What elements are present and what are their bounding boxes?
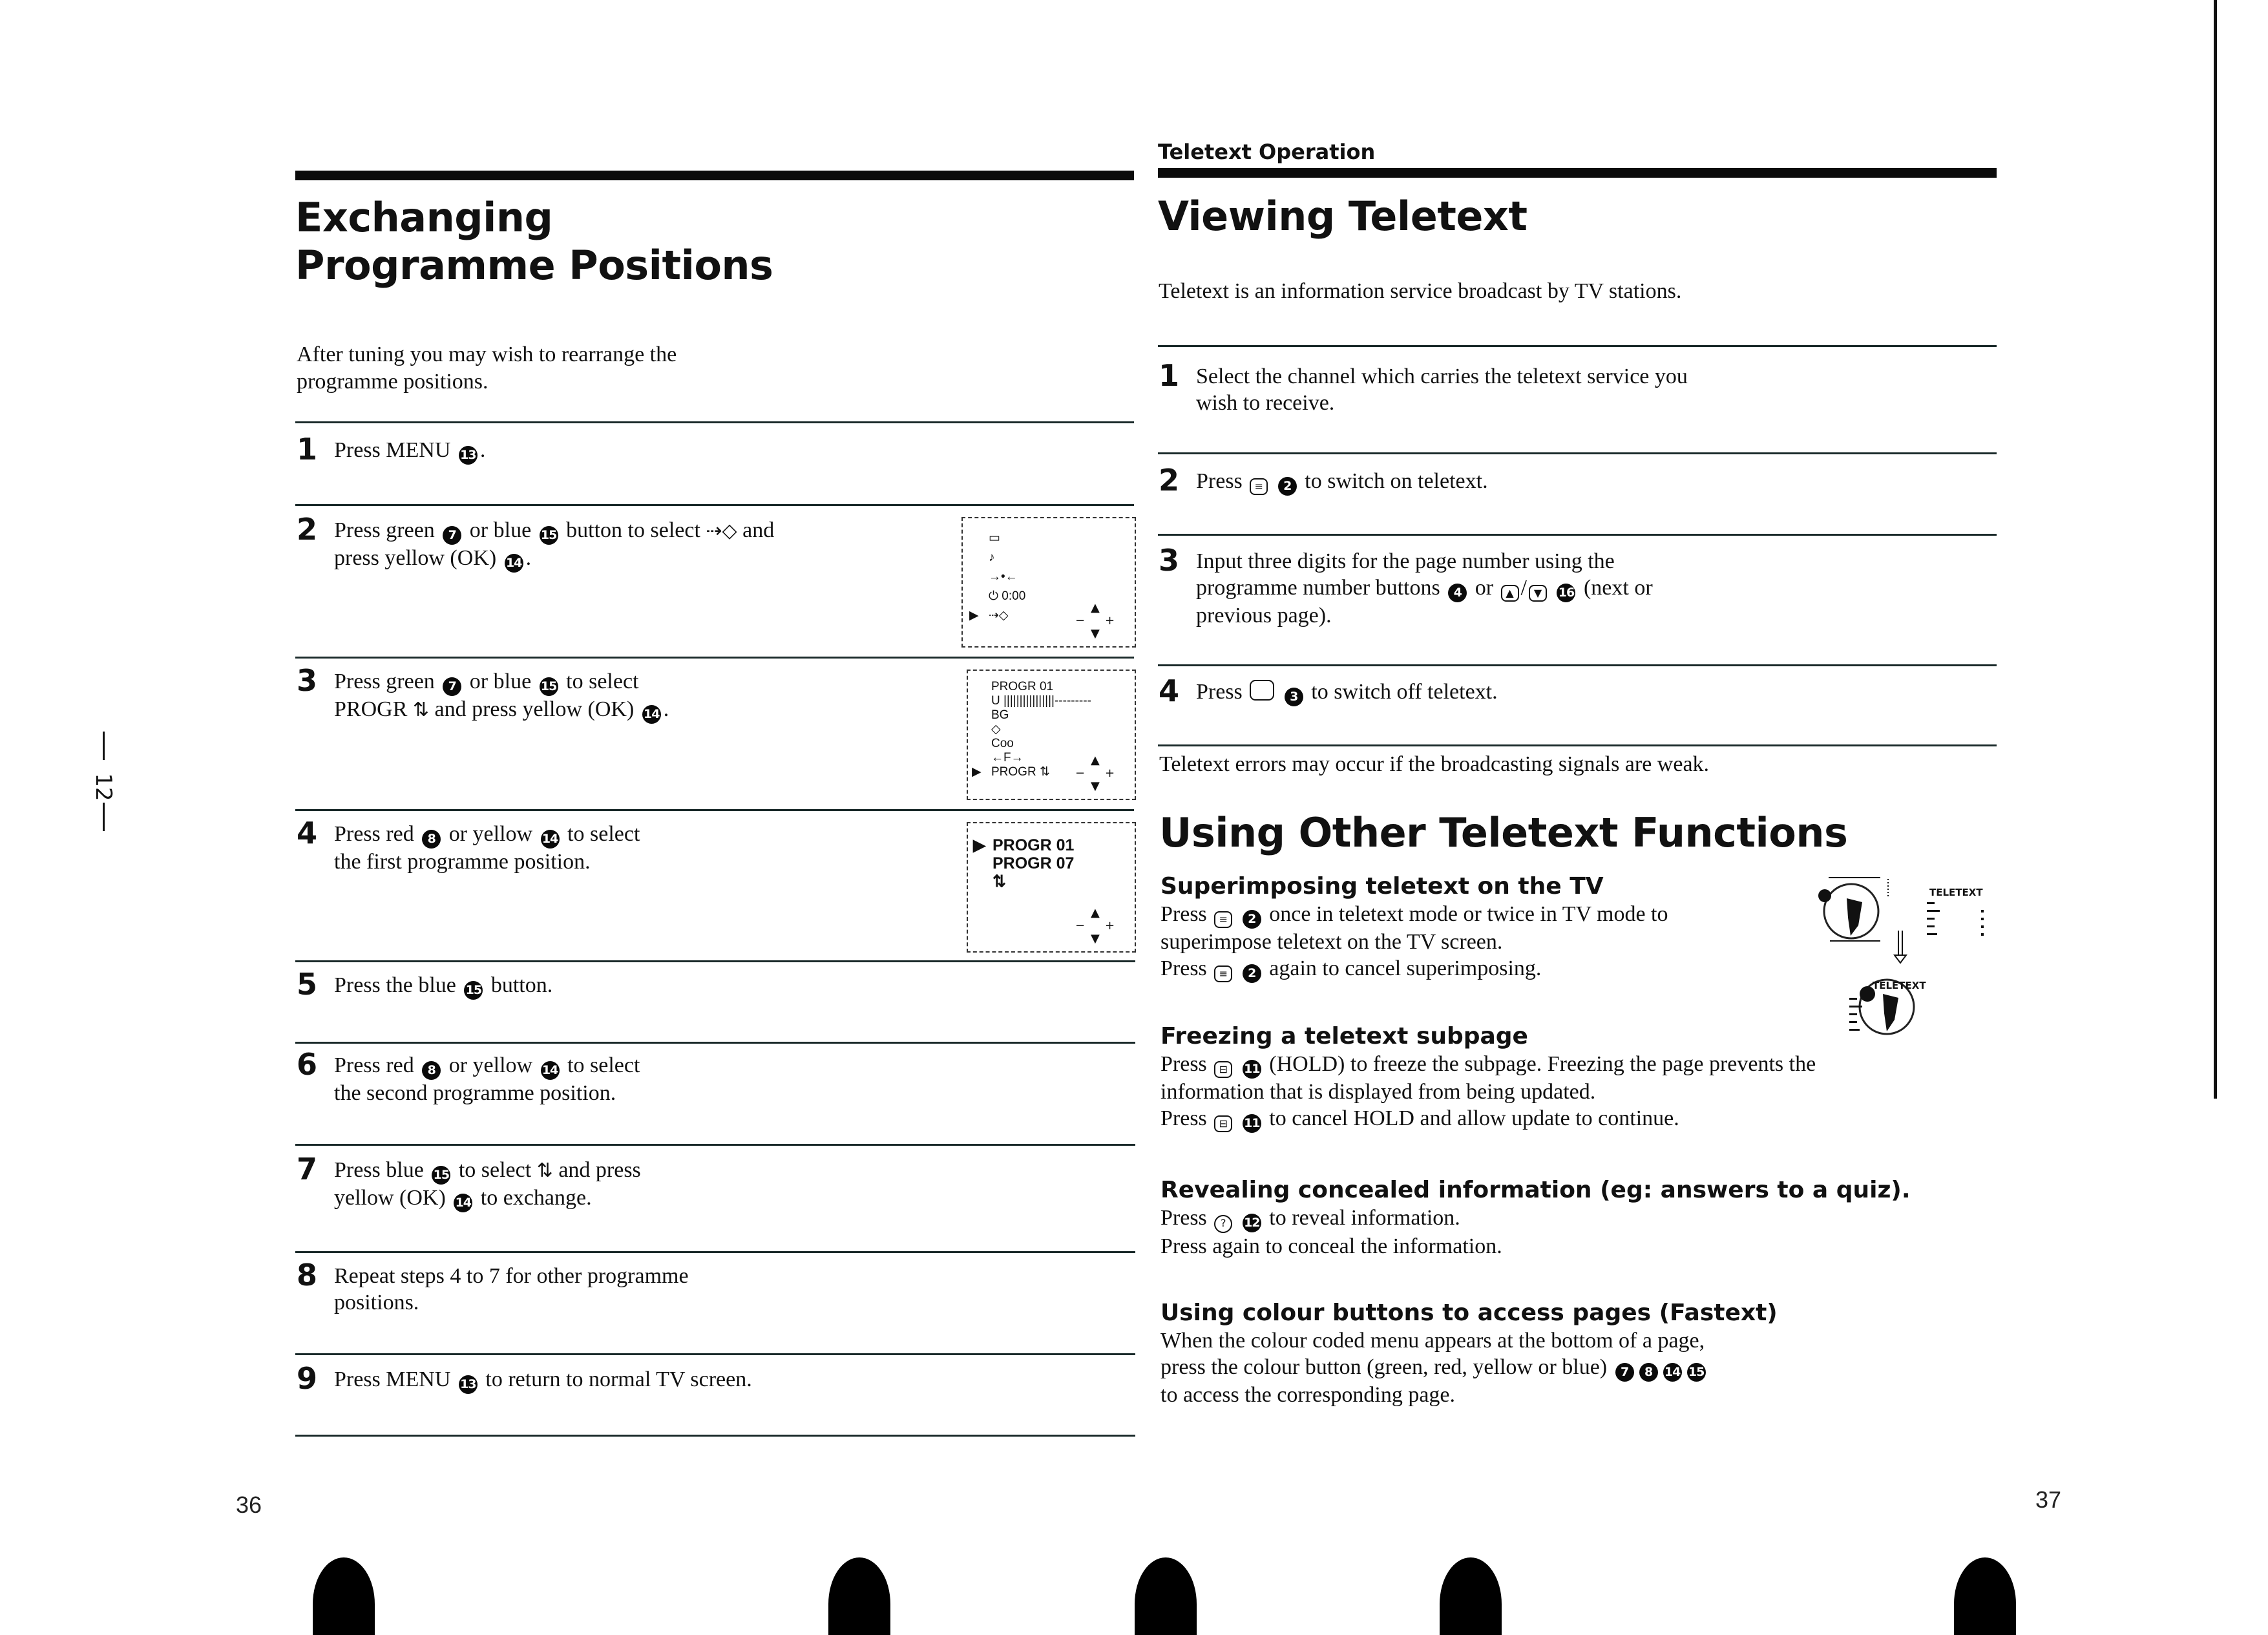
step-number: 7 <box>297 1152 318 1187</box>
step-text <box>334 1366 752 1394</box>
function-section <box>1160 1022 1816 1133</box>
step-number: 5 <box>297 967 318 1002</box>
text-line: Press ≡ 2 again to cancel superimposing. <box>1160 955 1668 983</box>
text-line: Press blue 15 to select ⇅ and press <box>334 1157 641 1185</box>
remote-button-ref-icon: 11 <box>1243 1060 1261 1079</box>
osd-menu-row: ←F→ <box>991 751 1024 765</box>
remote-button-ref-icon: 16 <box>1557 584 1575 602</box>
menu-symbol-icon: ⇅ <box>536 1159 553 1182</box>
text-line: press the colour button (green, red, yellow or blue) 7 8 14 15 <box>1160 1354 1778 1382</box>
function-section <box>1160 872 1668 983</box>
remote-button-ref-icon: 2 <box>1243 910 1261 929</box>
remote-key-icon: ≡ <box>1214 965 1232 982</box>
osd-cursor-icon: ▶ <box>973 836 986 854</box>
function-section <box>1160 1299 1778 1408</box>
osd-navigation-pad-icon <box>1075 907 1114 946</box>
tv-key-icon <box>1250 680 1274 701</box>
remote-button-ref-icon: 15 <box>540 526 558 545</box>
text-line: positions. <box>334 1291 419 1314</box>
text-line: Press ? 12 to reveal information. <box>1160 1205 1911 1233</box>
pad-down-icon: ▼ <box>1091 779 1100 793</box>
left-step-divider <box>295 1435 1135 1437</box>
remote-button-ref-icon: 7 <box>443 526 461 545</box>
pad-up-icon: ▲ <box>1091 906 1100 920</box>
binding-hole-4 <box>1440 1557 1502 1635</box>
text-line: Press the blue 15 button. <box>334 972 552 1000</box>
text-line: previous page). <box>1196 604 1332 628</box>
osd-navigation-pad-icon <box>1075 755 1114 794</box>
left-page-title <box>295 194 773 290</box>
remote-button-ref-icon: 14 <box>1663 1363 1682 1382</box>
step-text <box>1196 468 1488 496</box>
side-tab-label: 12 <box>90 773 116 801</box>
step-text <box>334 821 640 875</box>
pad-minus-icon: − <box>1075 919 1086 933</box>
text-line: Press MENU 13 to return to normal TV screen. <box>334 1366 752 1394</box>
functions-title: Using Other Teletext Functions <box>1159 809 1848 856</box>
step-number: 1 <box>1159 358 1180 393</box>
left-intro <box>297 341 677 396</box>
step-text <box>1196 679 1498 706</box>
text-line: When the colour coded menu appears at the bottom of a page, <box>1160 1329 1705 1353</box>
pad-up-icon: ▲ <box>1091 754 1100 767</box>
text-line: Press ≡ 2 once in teletext mode or twice in TV mode to <box>1160 901 1668 929</box>
step-number: 8 <box>297 1258 318 1292</box>
function-heading: Revealing concealed information (eg: answers to a quiz). <box>1160 1177 1911 1203</box>
left-step-divider <box>295 809 1134 811</box>
osd-menu-row: →•← <box>989 570 1018 584</box>
right-title-rule <box>1158 168 1997 178</box>
text-line: to access the corresponding page. <box>1160 1383 1455 1407</box>
right-step-divider <box>1158 534 1997 536</box>
osd-navigation-pad-icon <box>1075 602 1114 641</box>
text-line: Press ⊟ 11 to cancel HOLD and allow update to continue. <box>1160 1105 1816 1133</box>
pad-down-icon: ▼ <box>1091 627 1100 640</box>
text-line: Press ⊟ 11 (HOLD) to freeze the subpage. Freezing the page prevents the <box>1160 1051 1816 1079</box>
left-step-divider <box>295 1144 1135 1146</box>
text-line: press yellow (OK) 14 . <box>334 545 774 573</box>
pad-down-icon: ▼ <box>1091 932 1100 945</box>
text-line: Press green 7 or blue 15 to select <box>334 668 669 696</box>
left-step-divider <box>295 504 1134 506</box>
osd-menu-row: ◇ <box>991 723 1001 736</box>
illustration-label-top: TELETEXT <box>1929 887 1983 898</box>
remote-button-ref-icon: 15 <box>432 1166 450 1185</box>
binding-hole-5 <box>1954 1557 2016 1635</box>
step-number: 4 <box>297 816 318 850</box>
remote-button-ref-icon: 14 <box>541 830 560 849</box>
left-step-divider <box>295 1353 1135 1355</box>
teletext-note: Teletext errors may occur if the broadcasting signals are weak. <box>1159 752 1710 776</box>
remote-key-icon: ▼ <box>1529 585 1547 602</box>
osd-cursor-icon: ▶ <box>969 609 979 622</box>
pad-minus-icon: − <box>1075 766 1086 780</box>
text-line: Select the channel which carries the teletext service you <box>1196 364 1688 388</box>
step-text <box>334 437 485 465</box>
function-heading: Freezing a teletext subpage <box>1160 1023 1528 1050</box>
remote-key-icon: ? <box>1214 1215 1232 1233</box>
text-line: PROGR ⇅ and press yellow (OK) 14 . <box>334 696 669 724</box>
menu-symbol-icon: ⇢◇ <box>706 520 737 542</box>
remote-button-ref-icon: 14 <box>642 705 661 724</box>
osd-cursor-icon: ▶ <box>972 765 982 779</box>
text-line: Repeat steps 4 to 7 for other programme <box>334 1264 689 1288</box>
step-text <box>334 668 669 724</box>
remote-button-ref-icon: 2 <box>1278 477 1297 496</box>
remote-button-ref-icon: 8 <box>422 1061 441 1080</box>
text-line: Press MENU 13 . <box>334 437 485 465</box>
left-title-rule <box>295 171 1134 180</box>
right-step-divider <box>1158 345 1997 347</box>
step-number: 3 <box>1159 543 1180 578</box>
osd-menu-row: ⇢◇ <box>989 609 1009 622</box>
remote-key-icon: ≡ <box>1250 478 1268 495</box>
text-line: Press ≡ 2 to switch on teletext. <box>1196 468 1488 496</box>
osd-menu-row: ▭ <box>989 531 1000 545</box>
remote-button-ref-icon: 14 <box>454 1194 472 1212</box>
binding-hole-1 <box>313 1557 375 1635</box>
remote-button-ref-icon: 2 <box>1243 964 1261 983</box>
osd-menu-row: Coo <box>991 737 1014 750</box>
step-number: 3 <box>297 663 318 698</box>
left-title-line2: Programme Positions <box>295 242 773 289</box>
text-line: the first programme position. <box>334 850 591 874</box>
remote-button-ref-icon: 3 <box>1285 688 1303 706</box>
page-edge-line <box>2214 0 2217 1099</box>
illustration-label-bottom: TELETEXT <box>1873 980 1926 991</box>
remote-button-ref-icon: 12 <box>1243 1214 1261 1232</box>
function-section <box>1160 1176 1911 1260</box>
remote-button-ref-icon: 7 <box>1615 1363 1634 1382</box>
left-step-divider <box>295 1251 1135 1253</box>
function-body <box>1160 1051 1816 1133</box>
pad-plus-icon: + <box>1105 919 1115 933</box>
text-line: information that is displayed from being updated. <box>1160 1080 1596 1104</box>
remote-button-ref-icon: 8 <box>1639 1363 1658 1382</box>
right-step-divider <box>1158 452 1997 454</box>
step-number: 2 <box>297 512 318 547</box>
step-text <box>1196 548 1653 629</box>
pad-minus-icon: − <box>1075 614 1086 628</box>
right-intro: Teletext is an information service broadcast by TV stations. <box>1159 279 1682 303</box>
side-tab-marker <box>90 724 116 840</box>
osd-screen-menu <box>961 517 1136 648</box>
left-step-divider <box>295 960 1135 962</box>
remote-button-ref-icon: 15 <box>540 677 558 696</box>
osd-screen-preset <box>967 670 1136 800</box>
left-title-line1: Exchanging <box>295 194 553 241</box>
binding-hole-2 <box>828 1557 890 1635</box>
text-line: programme number buttons 4 or ▲ / ▼ 16 (next or <box>1196 575 1653 602</box>
osd-screen-exchange <box>967 822 1136 953</box>
step-text <box>334 1157 641 1212</box>
step-text <box>334 1052 640 1106</box>
text-line: wish to receive. <box>1196 391 1335 415</box>
osd-menu-row: PROGR 07 <box>992 854 1075 872</box>
pad-plus-icon: + <box>1105 766 1115 780</box>
step-text <box>1196 363 1688 416</box>
left-step-divider <box>295 421 1134 423</box>
remote-button-ref-icon: 15 <box>1687 1363 1706 1382</box>
text-line: the second programme position. <box>334 1081 616 1105</box>
section-label: Teletext Operation <box>1158 140 1376 164</box>
right-step-divider <box>1158 664 1997 666</box>
left-step-divider <box>295 657 1134 659</box>
remote-button-ref-icon: 14 <box>505 554 523 573</box>
pad-plus-icon: + <box>1105 614 1115 628</box>
step-text <box>334 1263 689 1316</box>
text-line: Press again to conceal the information. <box>1160 1234 1502 1258</box>
step-text <box>334 517 774 573</box>
binding-hole-3 <box>1135 1557 1197 1635</box>
remote-button-ref-icon: 13 <box>459 446 478 465</box>
function-heading: Using colour buttons to access pages (Fastext) <box>1160 1300 1778 1326</box>
left-intro-line2: programme positions. <box>297 370 488 394</box>
text-line: Press red 8 or yellow 14 to select <box>334 821 640 849</box>
text-line: Input three digits for the page number using the <box>1196 549 1615 573</box>
step-number: 9 <box>297 1361 318 1396</box>
remote-button-ref-icon: 11 <box>1243 1114 1261 1133</box>
text-line: superimpose teletext on the TV screen. <box>1160 930 1503 954</box>
side-tab-rule-top <box>103 732 105 760</box>
remote-key-icon: ▲ <box>1501 585 1519 602</box>
text-line: Press green 7 or blue 15 button to select ⇢◇ and <box>334 517 774 545</box>
osd-menu-row: PROGR 01 <box>991 680 1054 693</box>
remote-key-icon: ⊟ <box>1214 1061 1232 1078</box>
function-body <box>1160 1205 1911 1260</box>
osd-menu-row: ⇅ <box>992 872 1006 891</box>
osd-menu-row: ♪ <box>989 551 995 564</box>
function-heading: Superimposing teletext on the TV <box>1160 873 1604 900</box>
function-body <box>1160 901 1668 983</box>
remote-key-icon: ≡ <box>1214 911 1232 928</box>
remote-button-ref-icon: 4 <box>1448 584 1467 602</box>
text-line: Press 3 to switch off teletext. <box>1196 679 1498 706</box>
function-body <box>1160 1327 1778 1408</box>
osd-menu-row: ⏻ 0:00 <box>989 589 1026 603</box>
right-page-number: 37 <box>2035 1486 2062 1513</box>
remote-button-ref-icon: 13 <box>459 1375 478 1394</box>
text-line: Press red 8 or yellow 14 to select <box>334 1052 640 1080</box>
left-intro-line1: After tuning you may wish to rearrange the <box>297 343 677 366</box>
step-number: 6 <box>297 1047 318 1082</box>
remote-key-icon: ⊟ <box>1214 1115 1232 1132</box>
step-number: 4 <box>1159 673 1180 708</box>
pad-up-icon: ▲ <box>1091 601 1100 615</box>
remote-button-ref-icon: 7 <box>443 677 461 696</box>
osd-menu-row: PROGR 01 <box>992 836 1075 854</box>
step-number: 2 <box>1159 463 1180 498</box>
remote-button-ref-icon: 15 <box>464 981 483 1000</box>
menu-symbol-icon: ⇅ <box>412 699 430 721</box>
right-page-title: Viewing Teletext <box>1158 193 1528 240</box>
osd-menu-row: BG <box>991 708 1009 722</box>
step-number: 1 <box>297 432 318 467</box>
superimpose-illustration <box>1816 872 2003 1040</box>
osd-menu-row: U ||||||||||||||||--------- <box>991 694 1091 708</box>
remote-button-ref-icon: 14 <box>541 1061 560 1080</box>
step-text <box>334 972 552 1000</box>
text-line: yellow (OK) 14 to exchange. <box>334 1185 641 1212</box>
side-tab-rule-bottom <box>103 803 105 831</box>
osd-menu-row: PROGR ⇅ <box>991 765 1050 779</box>
left-page-number: 36 <box>236 1492 262 1518</box>
right-step-divider <box>1158 744 1997 746</box>
remote-button-ref-icon: 8 <box>422 830 441 849</box>
left-step-divider <box>295 1042 1135 1044</box>
